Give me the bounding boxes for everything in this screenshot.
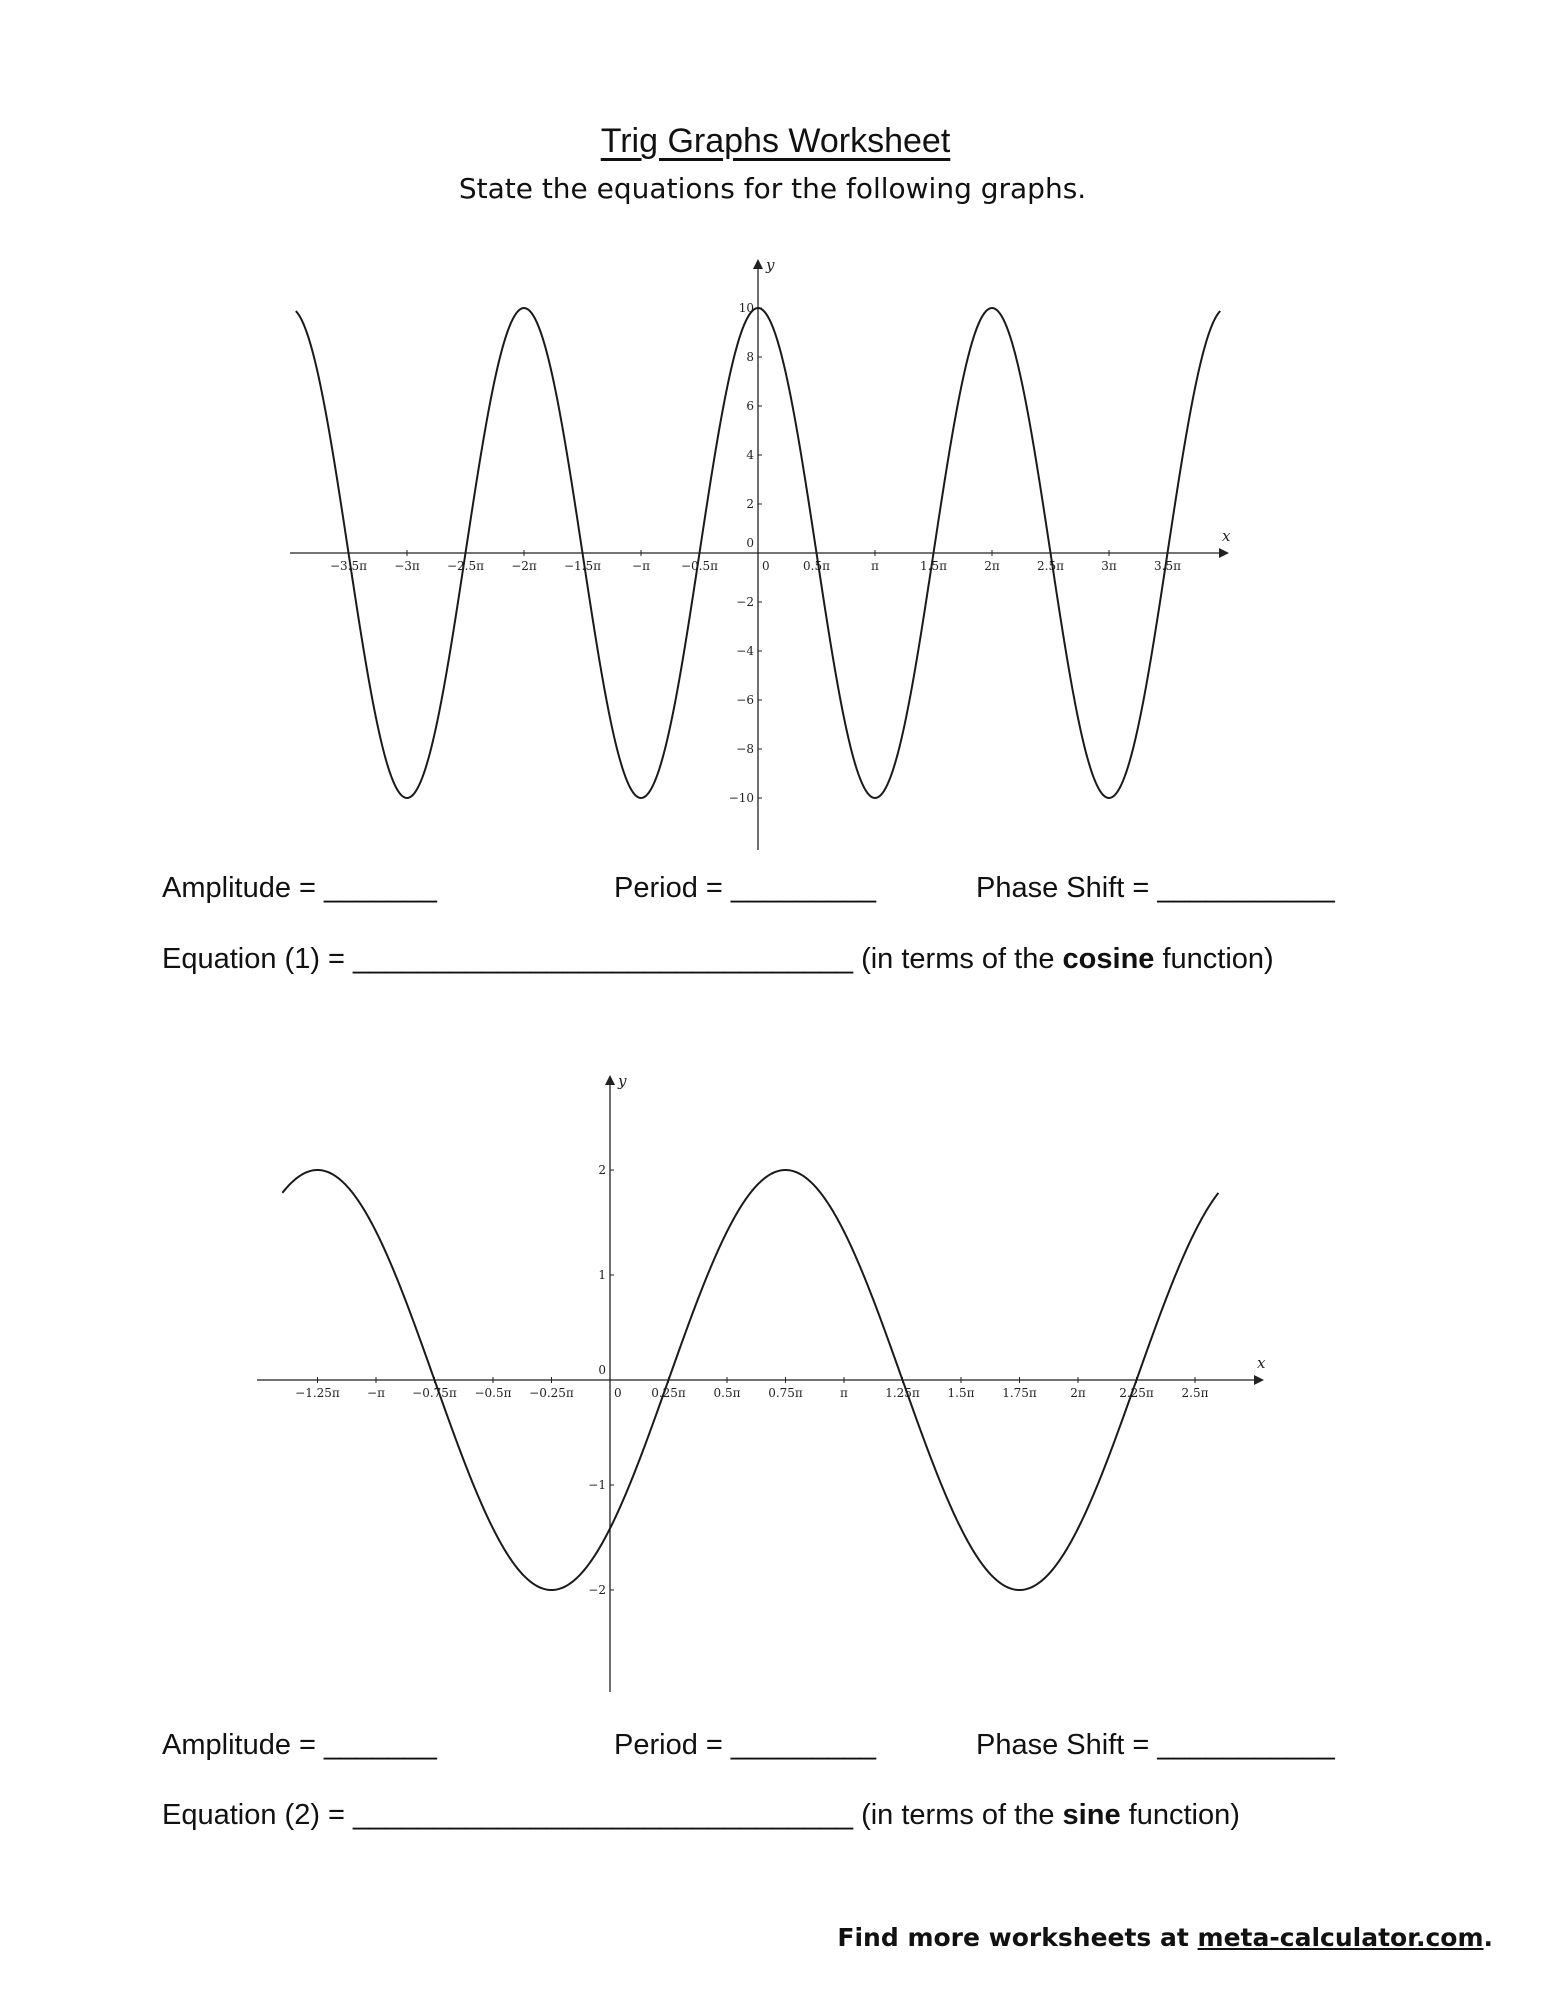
worksheet-title [0,122,1545,161]
g1-x-tick-label: −3.5π [329,559,368,573]
g1-x-tick-label: −0.5π [680,559,719,573]
g1-x-tick-label: 3π [1101,559,1117,573]
g1-x-tick-label: 3.5π [1154,559,1181,573]
g2-x-tick-label: 1.75π [1002,1386,1037,1400]
g1-y-tick-label: 10 [738,301,754,315]
g2-y-tick-label: 0 [598,1363,606,1377]
graph-2-sine [0,1060,1545,1720]
g1-x-tick-label: −2π [511,559,537,573]
g1-y-tick-label: −10 [728,791,754,805]
q1-terms-post: function) [1154,943,1274,975]
g2-y-label: y [618,1072,627,1090]
g1-y-tick-label: −2 [736,595,754,609]
g1-x-tick-label: 2π [984,559,1000,573]
g2-y-tick-label: −2 [588,1583,606,1597]
g1-y-tick-label: −4 [736,644,754,658]
footer-prefix: Find more worksheets at [837,1923,1198,1952]
g2-x-tick-label: π [840,1386,848,1400]
g2-x-arrow [1254,1375,1264,1385]
g1-x-tick-label: −1.5π [563,559,602,573]
footer-link[interactable]: meta-calculator.com [1197,1923,1484,1952]
q1-equation-line [162,943,1274,976]
q1-amplitude: Amplitude = _______ [162,872,437,904]
g1-y-tick-label: 0 [746,536,754,550]
g1-x-tick-label: −π [632,559,650,573]
g1-x-tick-label: 0.5π [803,559,830,573]
worksheet-subtitle: State the equations for the following graphs. [458,172,1087,205]
g2-x-tick-label: 2.25π [1119,1386,1154,1400]
g1-x-tick-label: −3π [394,559,420,573]
g1-x-label: x [1222,527,1231,545]
g1-y-tick-label: 2 [746,497,754,511]
g1-x-tick-label: 1.5π [920,559,947,573]
g1-y-tick-label: 8 [746,350,754,364]
g1-x-arrow [1219,548,1229,558]
g2-x-tick-label: 0.5π [713,1386,741,1400]
g2-x-tick-label: 0.75π [768,1386,803,1400]
g1-y-tick-label: 6 [746,399,754,413]
g2-y-arrow [605,1075,615,1085]
footer [837,1923,1493,1952]
q2-equation-line [162,1799,1240,1832]
title-text: Trig Graphs Worksheet [600,122,951,160]
g1-x-tick-label: −2.5π [446,559,485,573]
g2-x-tick-label: −π [367,1386,385,1400]
g2-x-tick-label: 2.5π [1181,1386,1209,1400]
g1-y-arrow [753,259,763,269]
g1-y-tick-label: −6 [736,693,754,707]
q2-phase-shift: Phase Shift = ___________ [976,1729,1335,1761]
q2-terms-post: function) [1120,1799,1240,1831]
g2-x-tick-label: −0.25π [529,1386,574,1400]
q2-terms-function: sine [1062,1799,1121,1831]
footer-suffix: . [1483,1923,1493,1952]
q1-equation: Equation (1) = _______________________________ [162,943,854,975]
g1-x-tick-label: 2.5π [1037,559,1064,573]
g2-y-tick-label: 2 [598,1163,606,1177]
g1-x-tick-label: 0 [762,559,770,573]
g2-x-tick-label: −0.75π [412,1386,457,1400]
graph-1-cosine [0,250,1545,900]
g2-x-tick-label: 1.25π [885,1386,920,1400]
q2-amplitude: Amplitude = _______ [162,1729,437,1761]
g1-x-tick-label: π [871,559,879,573]
g1-y-tick-label: 4 [746,448,754,462]
q1-period: Period = _________ [614,872,877,904]
q2-equation: Equation (2) = _______________________________ [162,1799,854,1831]
g2-x-tick-label: −0.5π [474,1386,512,1400]
q1-terms-function: cosine [1062,943,1155,975]
q1-phase-shift: Phase Shift = ___________ [976,872,1335,904]
g2-y-tick-label: −1 [588,1478,606,1492]
g2-x-tick-label: 0.25π [651,1386,686,1400]
g2-x-tick-label: 1.5π [947,1386,975,1400]
g1-y-label: y [766,256,775,274]
g2-x-tick-label: 2π [1070,1386,1086,1400]
q2-terms-pre: (in terms of the [861,1799,1063,1831]
g2-x-tick-label: −1.25π [295,1386,340,1400]
q1-terms-pre: (in terms of the [861,943,1063,975]
q2-period: Period = _________ [614,1729,877,1761]
g2-x-tick-label: 0 [614,1386,622,1400]
g2-y-tick-label: 1 [598,1268,606,1282]
g1-y-tick-label: −8 [736,742,754,756]
g2-x-label: x [1257,1354,1266,1372]
